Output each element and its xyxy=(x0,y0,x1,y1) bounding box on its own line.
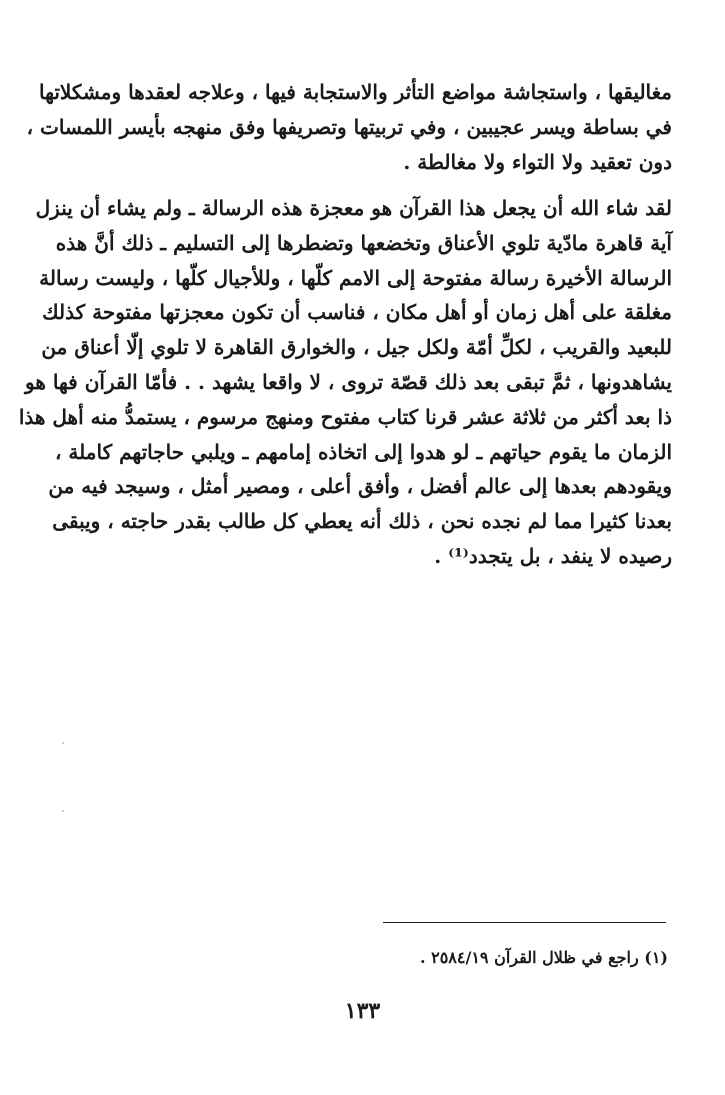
text-line: رصيده لا ينفد ، بل يتجدد⁽¹⁾ . xyxy=(434,543,672,568)
text-line: الزمان ما يقوم حياتهم ـ لو هدوا إلى اتخاذه إمامهم ـ ويلبي حاجاتهم كاملة ، xyxy=(55,439,672,464)
text-line: مغلقة على أهل زمان أو أهل مكان ، فناسب أن تكون معجزتها مفتوحة كذلك xyxy=(42,300,672,325)
text-line: لقد شاء الله أن يجعل هذا القرآن هو معجزة هذه الرسالة ـ ولم يشاء أن ينزل xyxy=(35,196,672,220)
paragraph-1 xyxy=(26,75,672,179)
text-line: ذا بعد أكثر من ثلاثة عشر قرنا كتاب مفتوح ومنهج مرسوم ، يستمدُّ منه أهل هذا xyxy=(18,404,672,429)
text-line: في بساطة ويسر عجيبين ، وفي تربيتها وتصريفها وفق منهجه بأيسر اللمسات ، xyxy=(26,114,672,139)
text-line: يشاهدونها ، ثمَّ تبقى بعد ذلك قصّة تروى ، لا واقعا يشهد . . فأمّا القرآن فها هو xyxy=(25,369,672,394)
text-line: دون تعقيد ولا التواء ولا مغالطة . xyxy=(403,149,672,174)
text-line: مغاليقها ، واستجاشة مواضع التأثر والاستجابة فيها ، وعلاجه لعقدها ومشكلاتها xyxy=(39,80,672,104)
text-line: بعدنا كثيرا مما لم نجده نحن ، ذلك أنه يعطي كل طالب بقدر حاجته ، ويبقى xyxy=(52,509,672,534)
scan-speck xyxy=(62,742,64,744)
scan-speck xyxy=(62,810,64,812)
footnote-divider xyxy=(383,922,666,923)
text-line: للبعيد والقريب ، لكلِّ أمّة ولكل جيل ، والخوارق القاهرة لا تلوي إلّا أعناق من xyxy=(41,335,672,360)
text-line: ويقودهم بعدها إلى عالم أفضل ، وأفق أعلى ، ومصير أمثل ، وسيجد فيه من xyxy=(48,474,672,499)
text-line: آية قاهرة مادّية تلوي الأعناق وتخضعها وتضطرها إلى التسليم ـ ذلك أنَّ هذه xyxy=(55,230,672,255)
footnote: (١) راجع في ظلال القرآن ٢٥٨٤/١٩ . xyxy=(419,948,668,967)
text-line: الرسالة الأخيرة رسالة مفتوحة إلى الامم كلّها ، وللأجيال كلّها ، وليست رسالة xyxy=(39,265,672,290)
paragraph-2 xyxy=(18,191,672,574)
page-number: ١٣٣ xyxy=(344,998,381,1024)
